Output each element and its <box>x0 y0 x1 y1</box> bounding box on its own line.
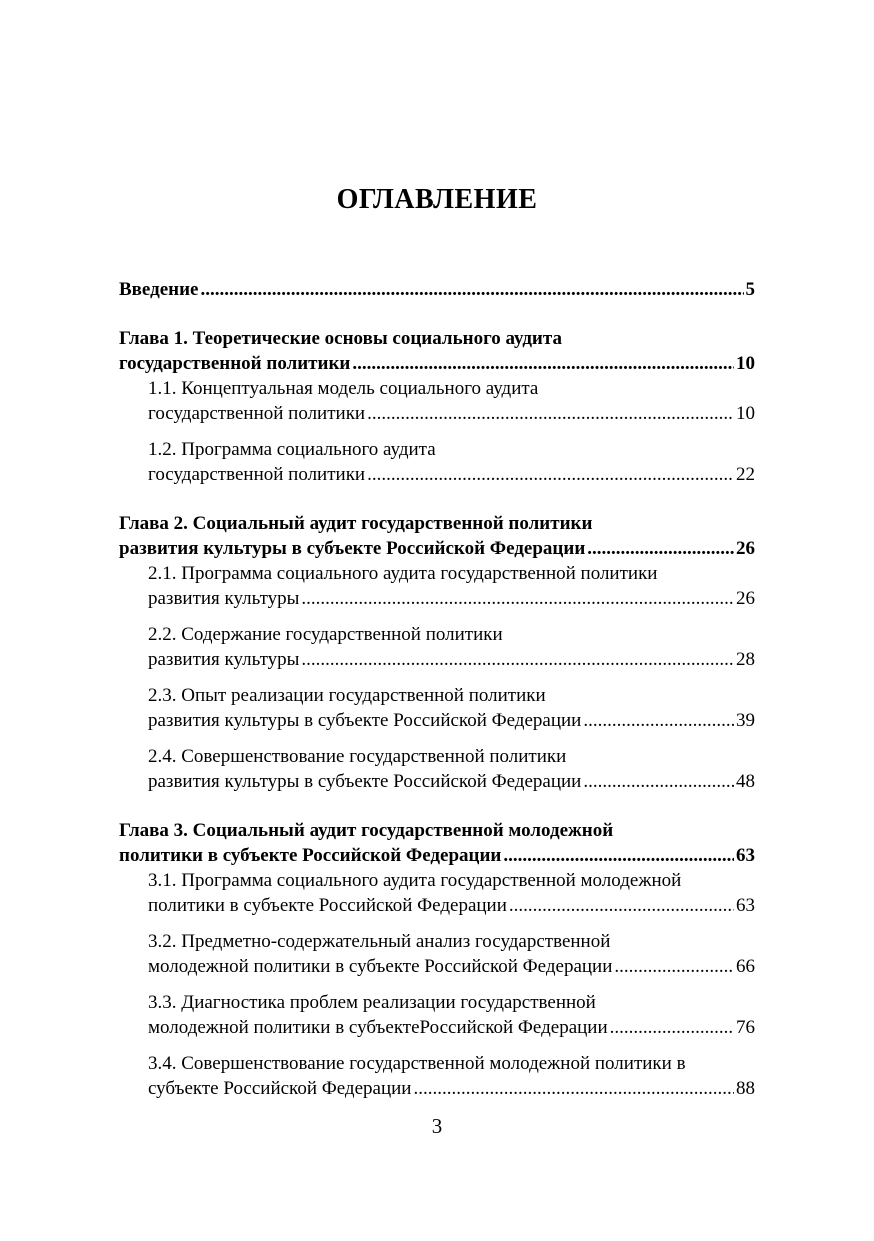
toc-entry-section-2-4[interactable] <box>119 744 755 794</box>
toc-entry-title: Глава 2. Социальный аудит государственной политики <box>119 513 593 534</box>
toc-entry-title-cont: государственной политики <box>148 403 366 424</box>
toc-entry-section-1-2[interactable] <box>119 437 755 487</box>
dot-leader <box>413 1076 734 1101</box>
toc-entry-section-2-1[interactable] <box>119 561 755 611</box>
toc-page-number: 26 <box>736 538 755 559</box>
toc-entry-intro[interactable] <box>119 277 755 302</box>
toc-entry-title: 2.3. Опыт реализации государственной политики <box>148 685 546 706</box>
toc-entry-title-cont: политики в субъекте Российской Федерации <box>119 845 502 866</box>
toc-entry-title-cont: молодежной политики в субъектеРоссийской Федерации <box>148 1017 608 1038</box>
toc-entry-title-cont: развития культуры в субъекте Российской Федерации <box>148 710 582 731</box>
toc-page-number: 39 <box>736 710 755 731</box>
toc-entry-chapter-2[interactable] <box>119 511 755 561</box>
toc-entry-title-cont: развития культуры <box>148 649 300 670</box>
toc-entry-title: 2.1. Программа социального аудита государственной политики <box>148 563 658 584</box>
toc-entry-section-3-2[interactable] <box>119 929 755 979</box>
dot-leader <box>301 586 734 611</box>
dot-leader <box>583 708 734 733</box>
toc-entry-title: Глава 1. Теоретические основы социального аудита <box>119 328 562 349</box>
toc-entry-title: 2.2. Содержание государственной политики <box>148 624 503 645</box>
page-title: ОГЛАВЛЕНИЕ <box>336 184 538 215</box>
toc-list <box>119 277 755 1101</box>
toc-entry-title-cont: развития культуры в субъекте Российской Федерации <box>119 538 586 559</box>
dot-leader <box>201 277 744 302</box>
dot-leader <box>352 351 734 376</box>
dot-leader <box>587 536 734 561</box>
toc-entry-section-2-2[interactable] <box>119 622 755 672</box>
toc-page-number: 22 <box>736 464 755 485</box>
toc-entry-section-3-4[interactable] <box>119 1051 755 1101</box>
toc-page-number: 76 <box>736 1017 755 1038</box>
dot-leader <box>367 462 734 487</box>
toc-entry-title: Введение <box>119 279 199 300</box>
toc-page-number: 88 <box>736 1078 755 1099</box>
dot-leader <box>301 647 734 672</box>
toc-entry-section-3-1[interactable] <box>119 868 755 918</box>
toc-page-number: 63 <box>736 895 755 916</box>
toc-page-number: 63 <box>736 845 755 866</box>
toc-entry-chapter-3[interactable] <box>119 818 755 868</box>
toc-page-number: 10 <box>736 403 755 424</box>
toc-entry-section-1-1[interactable] <box>119 376 755 426</box>
toc-entry-title: 3.3. Диагностика проблем реализации государственной <box>148 992 596 1013</box>
toc-page-number: 10 <box>736 353 755 374</box>
toc-entry-title: 3.4. Совершенствование государственной молодежной политики в <box>148 1053 686 1074</box>
dot-leader <box>509 893 734 918</box>
toc-entry-title: Глава 3. Социальный аудит государственной молодежной <box>119 820 614 841</box>
toc-page-number: 26 <box>736 588 755 609</box>
dot-leader <box>610 1015 734 1040</box>
dot-leader <box>503 843 734 868</box>
toc-entry-title-cont: развития культуры <box>148 588 300 609</box>
toc-entry-title: 3.1. Программа социального аудита государственной молодежной <box>148 870 682 891</box>
dot-leader <box>583 769 734 794</box>
toc-entry-title: 3.2. Предметно-содержательный анализ государственной <box>148 931 611 952</box>
toc-page-number: 28 <box>736 649 755 670</box>
toc-entry-section-2-3[interactable] <box>119 683 755 733</box>
toc-entry-title-cont: развития культуры в субъекте Российской Федерации <box>148 771 582 792</box>
toc-entry-title-cont: государственной политики <box>148 464 366 485</box>
toc-entry-title: 1.2. Программа социального аудита <box>148 439 436 460</box>
toc-entry-title: 2.4. Совершенствование государственной политики <box>148 746 567 767</box>
toc-page-number: 48 <box>736 771 755 792</box>
toc-entry-title: 1.1. Концептуальная модель социального аудита <box>148 378 539 399</box>
toc-entry-title-cont: государственной политики <box>119 353 351 374</box>
page-number: 3 <box>431 1114 443 1138</box>
toc-page-number: 5 <box>745 279 755 300</box>
toc-page-number: 66 <box>736 956 755 977</box>
toc-entry-title-cont: субъекте Российской Федерации <box>148 1078 412 1099</box>
toc-entry-section-3-3[interactable] <box>119 990 755 1040</box>
toc-entry-chapter-1[interactable] <box>119 326 755 376</box>
toc-entry-title-cont: молодежной политики в субъекте Российской Федерации <box>148 956 613 977</box>
dot-leader <box>367 401 734 426</box>
toc-entry-title-cont: политики в субъекте Российской Федерации <box>148 895 507 916</box>
dot-leader <box>614 954 734 979</box>
